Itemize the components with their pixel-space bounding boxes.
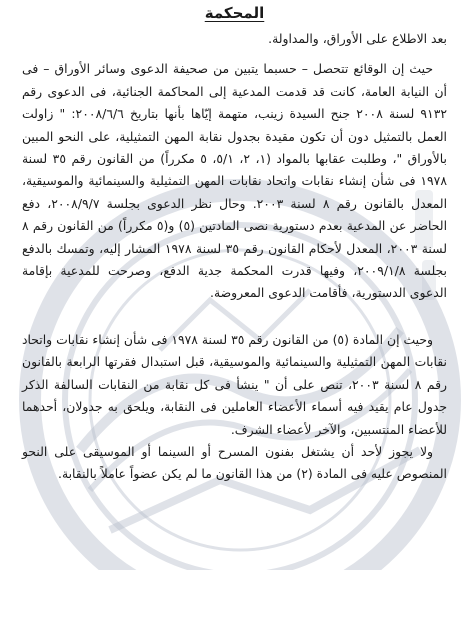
- section-heading: المحكمة: [204, 4, 265, 22]
- prohibition-paragraph: ولا يجوز لأحد أن يشتغل بفنون المسرح أو السينما أو الموسيقى على النحو المنصوص عليه فى المادة (٢) من هذا القانون ما لم يكن عضواً عاملاً بالنقابة.: [22, 443, 447, 482]
- facts-paragraph: حيث إن الوقائع تتحصل – حسبما يتبين من صحيفة الدعوى وسائر الأوراق – فى أن النيابة العامة، كانت قد قدمت المدعية إلى المحاكمة الجنائية، فى الدعوى رقم ٩١٣٢ لسنة ٢٠٠٨ جنح السيدة زينب، متهمة إيّاها بأنها بتاريخ ٢٠٠٨/٦/٦: " زاولت العمل بالتمثيل دون أن تكون مقيدة بجدول نقابة المهن التمثيلية، على النحو المبين بالأوراق "، وطلبت عقابها بالمواد (١، ٢، ٥/١، ٥ مكرراً) من القانون رقم ٣٥ لسنة ١٩٧٨ فى شأن إنشاء نقابات واتحاد نقابات المهن التمثيلية والسينمائية والموسيقية، المعدل بالقانون رقم ٨ لسنة ٢٠٠٣. وحال نظر الدعوى بجلسة ٢٠٠٨/٩/٧، دفع الحاضر عن المدعية بعدم دستورية نصى المادتين (٥) و(٥ مكرراً) من القانون رقم ٨ لسنة ٢٠٠٣، المعدل لأحكام القانون رقم ٣٥ لسنة ١٩٧٨ المشار إليه، وتمسك بالدفع بجلسة ٢٠٠٩/١/٨، وفيها قدرت المحكمة جدية الدفع، وصرحت للمدعية بإقامة الدعوى الدستورية، فأقامت الدعوى المعروضة.: [22, 61, 448, 301]
- article-five-paragraph: وحيث إن المادة (٥) من القانون رقم ٣٥ لسنة ١٩٧٨ فى شأن إنشاء نقابات واتحاد نقابات المهن التمثيلية والسينمائية والموسيقية، قبل استبدال فقرتها الرابعة بالقانون رقم ٨ لسنة ٢٠٠٣، تنص على أن " ينشأ فى كل نقابة من النقابات السالفة الذكر جدول عام يقيد فيه أسماء الأعضاء العاملين فى النقابة، ويلحق به جدولان، أحدهما للأعضاء المنتسبين، والآخر لأعضاء الشرف.: [22, 331, 448, 437]
- opening-paragraph: بعد الاطلاع على الأوراق، والمداولة.: [268, 31, 447, 46]
